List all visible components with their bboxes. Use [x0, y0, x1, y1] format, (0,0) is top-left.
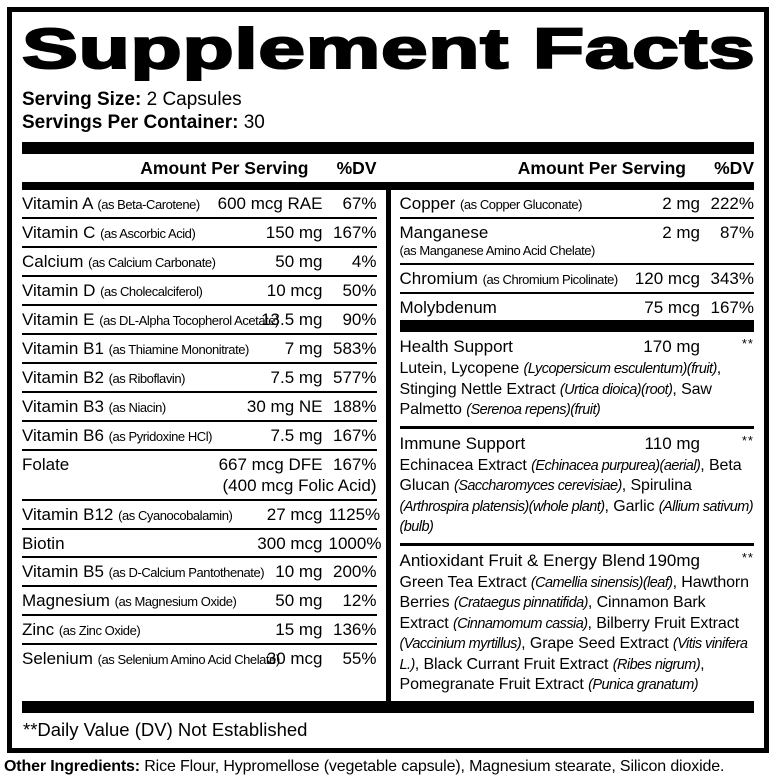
- blend-row: [400, 332, 755, 429]
- latin-name: (Lycopersicum esculentum)(fruit): [523, 361, 717, 377]
- amount-per-serving-header: Amount Per Serving: [517, 158, 686, 178]
- nutrient-dv: 55%: [342, 649, 377, 668]
- other-ingredients: [4, 758, 776, 776]
- nutrient-name: Vitamin B6 (as Pyridoxine HCl): [22, 426, 213, 445]
- latin-name: (Punica granatum): [588, 677, 699, 693]
- blend-dv: **: [741, 432, 754, 448]
- nutrient-qualifier: (as Cyanocobalamin): [118, 508, 233, 523]
- table-row: [22, 530, 382, 558]
- supplement-facts-label: [7, 7, 769, 753]
- servings-per-container-label: Servings Per Container:: [22, 112, 239, 133]
- nutrient-name: Selenium (as Selenium Amino Acid Chelate): [22, 649, 280, 668]
- ingredient-text: Green Tea Extract: [399, 573, 531, 591]
- nutrient-qualifier: (as Selenium Amino Acid Chelate): [97, 652, 280, 667]
- nutrient-qualifier: (as Magnesium Oxide): [114, 594, 237, 609]
- latin-name: (Allium sativum)(bulb): [399, 498, 754, 535]
- nutrient-dv: 87%: [719, 223, 754, 242]
- nutrient-dv: 343%: [710, 269, 754, 288]
- nutrient-dv: 577%: [333, 368, 377, 387]
- serving-size-value: 2 Capsules: [141, 89, 242, 110]
- ingredient-text: , Black Currant Fruit Extract: [414, 655, 613, 673]
- nutrient-amount: 2 mg: [662, 223, 700, 242]
- table-row: [22, 587, 377, 616]
- blend-description: [400, 359, 755, 421]
- ingredient-text: , Grape Seed Extract: [521, 635, 673, 652]
- nutrient-dv: 200%: [333, 562, 377, 581]
- nutrient-qualifier: (as Calcium Carbonate): [88, 255, 216, 270]
- nutrient-amount: 15 mg: [275, 620, 323, 639]
- table-row: [22, 393, 377, 422]
- nutrient-dv: 1000%: [328, 534, 382, 553]
- latin-name: (Arthrospira platensis)(whole plant): [399, 498, 605, 515]
- amount-per-serving-header: Amount Per Serving: [140, 158, 309, 178]
- latin-name: (Ribes nigrum): [612, 656, 701, 673]
- latin-name: (Serenoa repens)(fruit): [466, 402, 601, 418]
- nutrient-dv: 167%: [333, 455, 377, 474]
- ingredient-text: , Stinging Nettle Extract: [399, 360, 722, 398]
- table-row: [400, 190, 755, 219]
- nutrient-name: Vitamin B2 (as Riboflavin): [22, 368, 185, 387]
- nutrient-amount: 75 mcg: [644, 298, 700, 317]
- nutrient-amount: 120 mcg: [634, 269, 700, 288]
- nutrient-qualifier: (as Pyridoxine HCl): [108, 429, 213, 444]
- nutrient-qualifier: (as Zinc Oxide): [58, 623, 141, 638]
- serving-info: [22, 88, 754, 134]
- blend-sections: [400, 332, 755, 701]
- nutrient-amount: 150 mg: [265, 223, 323, 242]
- latin-name: (Vaccinium myrtillus): [399, 636, 522, 652]
- nutrient-name: Manganese: [399, 223, 489, 242]
- nutrient-name: Calcium (as Calcium Carbonate): [22, 252, 216, 271]
- nutrient-name: Vitamin E (as DL-Alpha Tocopherol Acetate): [22, 310, 279, 329]
- nutrient-name: Vitamin D (as Cholecalciferol): [22, 281, 203, 300]
- table-row: [22, 248, 377, 277]
- ingredient-text: , Cinnamon Bark Extract: [399, 594, 706, 632]
- ingredient-text: , Saw Palmetto: [399, 380, 712, 418]
- other-ingredients-text: Rice Flour, Hypromellose (vegetable capsule), Magnesium stearate, Silicon dioxide.: [139, 757, 725, 775]
- latin-name: (Vitis vinifera L.): [399, 636, 748, 673]
- blend-description: [400, 456, 755, 538]
- nutrient-qualifier: (as Niacin): [108, 400, 166, 415]
- dv-header: %DV: [714, 158, 754, 178]
- nutrient-amount: 7.5 mg: [270, 426, 323, 445]
- nutrient-qualifier: (as Manganese Amino Acid Chelate): [399, 243, 595, 258]
- nutrient-qualifier: (as D-Calcium Pantothenate): [108, 565, 265, 580]
- table-header-row: [22, 154, 754, 182]
- dv-header: %DV: [336, 158, 377, 178]
- nutrient-qualifier: (as Thiamine Mononitrate): [108, 342, 249, 357]
- nutrient-qualifier: (as DL-Alpha Tocopherol Acetate): [99, 313, 279, 328]
- ingredient-text: , Pomegranate Fruit Extract: [399, 655, 705, 693]
- table-row: [400, 294, 755, 320]
- nutrient-amount: 30 mg NE: [246, 397, 323, 416]
- label-header: [22, 17, 754, 83]
- table-row: [22, 190, 377, 219]
- ingredient-text: , Bilberry Fruit Extract: [587, 614, 739, 632]
- nutrient-name: Zinc (as Zinc Oxide): [22, 620, 141, 639]
- table-row: [22, 616, 377, 645]
- nutrient-dv: 50%: [342, 281, 377, 300]
- nutrient-dv: 67%: [342, 194, 377, 213]
- blend-row: [400, 546, 755, 701]
- nutrient-amount: 300 mcg: [257, 534, 323, 553]
- divider-bar-header: [22, 182, 754, 190]
- nutrient-amount: 50 mg: [275, 591, 323, 610]
- nutrient-qualifier: (as Ascorbic Acid): [100, 226, 196, 241]
- table-row: [400, 219, 755, 265]
- servings-per-container-value: 30: [238, 112, 265, 133]
- nutrient-dv: 167%: [333, 426, 377, 445]
- nutrient-name: Vitamin C (as Ascorbic Acid): [22, 223, 196, 242]
- blend-amount: 110 mg: [644, 433, 700, 453]
- divider-bar-bottom: [22, 701, 754, 713]
- nutrient-amount: 600 mcg RAE: [217, 194, 323, 213]
- table-row: [22, 451, 377, 501]
- table-row: [22, 645, 377, 672]
- nutrient-name: Molybdenum: [399, 298, 497, 317]
- ingredient-text: Lutein, Lycopene: [399, 360, 524, 377]
- nutrient-qualifier: (as Riboflavin): [108, 371, 185, 386]
- nutrient-dv: 136%: [333, 620, 377, 639]
- nutrient-amount: 7 mg: [284, 339, 323, 358]
- nutrient-dv: 583%: [333, 339, 377, 358]
- nutrient-dv: 1125%: [328, 505, 381, 524]
- table-row: [22, 501, 381, 530]
- blend-name: Antioxidant Fruit & Energy Blend: [399, 550, 646, 570]
- table-header-right: [391, 154, 755, 182]
- nutrient-dv: 167%: [333, 223, 377, 242]
- divider-bar-blends: [400, 320, 755, 332]
- right-column: [391, 190, 755, 701]
- table-row: [400, 265, 755, 294]
- table-row: [22, 335, 377, 364]
- nutrient-amount: 27 mcg: [266, 505, 323, 524]
- nutrient-columns: [22, 190, 754, 701]
- nutrient-name: Magnesium (as Magnesium Oxide): [22, 591, 237, 610]
- nutrient-dv: 4%: [351, 252, 377, 271]
- nutrient-qualifier: (as Copper Gluconate): [460, 197, 583, 212]
- page-title: Supplement Facts: [22, 17, 756, 81]
- nutrient-amount: 667 mcg DFE: [218, 455, 323, 474]
- nutrient-name: Vitamin A (as Beta-Carotene): [22, 194, 200, 213]
- ingredient-text: , Spirulina: [621, 477, 692, 494]
- ingredient-text: Echinacea Extract: [399, 456, 532, 474]
- nutrient-name: Chromium (as Chromium Picolinate): [399, 269, 618, 288]
- divider-bar-top: [22, 142, 754, 154]
- serving-size-label: Serving Size:: [22, 89, 142, 110]
- nutrient-name: Biotin: [22, 534, 65, 553]
- ingredient-text: , Beta Glucan: [399, 456, 742, 494]
- nutrient-dv: 188%: [333, 397, 377, 416]
- nutrient-dv: 90%: [342, 310, 377, 329]
- blend-row: [400, 429, 755, 546]
- nutrient-name: Vitamin B12 (as Cyanocobalamin): [22, 505, 233, 524]
- table-row: [22, 219, 377, 248]
- blend-amount: 170 mg: [643, 337, 700, 356]
- nutrient-amount: 2 mg: [662, 194, 700, 213]
- table-row: [22, 277, 377, 306]
- table-row: [22, 364, 377, 393]
- nutrient-amount: 7.5 mg: [270, 368, 323, 387]
- nutrient-name: Copper (as Copper Gluconate): [399, 194, 583, 213]
- nutrient-amount: 10 mg: [275, 562, 323, 581]
- right-minerals: [400, 190, 755, 320]
- blend-description: [400, 573, 755, 696]
- nutrient-qualifier: (as Cholecalciferol): [100, 284, 203, 299]
- blend-name: Immune Support: [399, 433, 526, 453]
- nutrient-name: Folate: [22, 455, 70, 474]
- table-row: [22, 306, 377, 335]
- blend-amount: 190mg: [648, 550, 700, 570]
- table-row: [22, 422, 377, 451]
- nutrient-qualifier: (as Chromium Picolinate): [482, 272, 618, 287]
- left-column: [22, 190, 386, 701]
- nutrient-dv: 12%: [342, 591, 377, 610]
- blend-dv: **: [741, 549, 754, 565]
- latin-name: (Echinacea purpurea)(aerial): [531, 457, 701, 474]
- latin-name: (Crataegus pinnatifida): [453, 595, 588, 611]
- footnote: **Daily Value (DV) Not Established: [23, 718, 308, 740]
- nutrient-dv: 167%: [710, 298, 754, 317]
- latin-name: (Urtica dioica)(root): [559, 381, 673, 398]
- nutrient-name: Vitamin B3 (as Niacin): [22, 397, 166, 416]
- ingredient-text: , Garlic: [604, 497, 659, 515]
- nutrient-amount: 13.5 mg: [261, 310, 323, 329]
- latin-name: (Cinnamomum cassia): [452, 615, 588, 632]
- latin-name: (Saccharomyces cerevisiae): [453, 478, 622, 494]
- ingredient-text: , Hawthorn Berries: [399, 573, 749, 611]
- blend-dv: **: [741, 336, 754, 351]
- blend-name: Health Support: [399, 337, 513, 356]
- other-ingredients-label: Other Ingredients:: [4, 757, 140, 775]
- latin-name: (Camellia sinensis)(leaf): [530, 574, 673, 591]
- nutrient-dv: 222%: [710, 194, 754, 213]
- nutrient-qualifier: (as Beta-Carotene): [97, 197, 200, 212]
- nutrient-amount: 10 mcg: [266, 281, 323, 300]
- nutrient-name: Vitamin B1 (as Thiamine Mononitrate): [22, 339, 249, 358]
- nutrient-amount-secondary: (400 mcg Folic Acid): [222, 476, 377, 495]
- table-header-left: [22, 154, 386, 182]
- nutrient-amount: 50 mg: [275, 252, 323, 271]
- servings-per-container: [22, 111, 754, 134]
- nutrient-name: Vitamin B5 (as D-Calcium Pantothenate): [22, 562, 265, 581]
- nutrient-amount: 30 mcg: [266, 649, 323, 668]
- table-row: [22, 558, 377, 587]
- serving-size: [22, 88, 754, 111]
